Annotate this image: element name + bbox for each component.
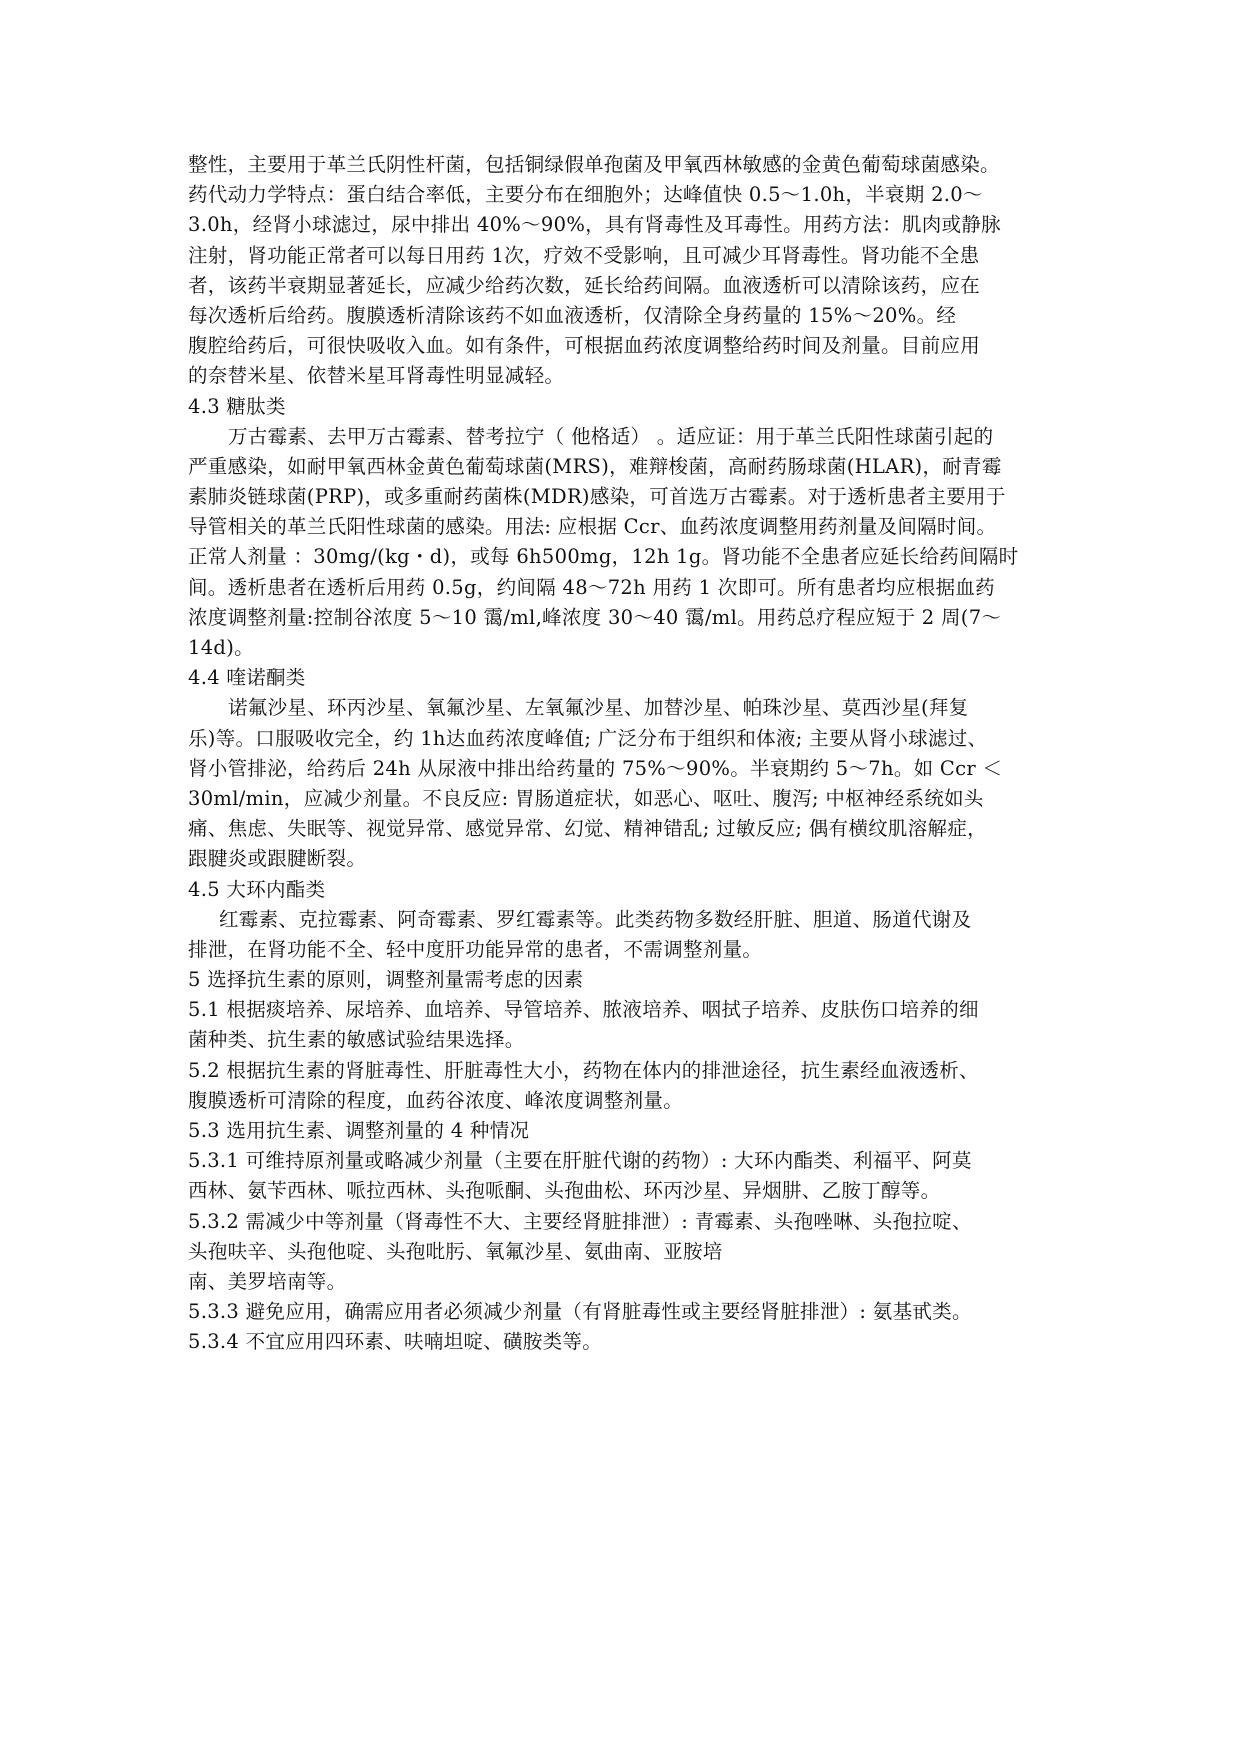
text-line: 5.3.2 需减少中等剂量（肾毒性不大、主要经肾脏排泄）: 青霉素、头孢唑啉、头孢拉啶、 bbox=[188, 1209, 972, 1233]
text-line: 南、美罗培南等。 bbox=[188, 1269, 347, 1293]
text-line: 乐)等。口服吸收完全，约 1h达血药浓度峰值; 广泛分布于组织和体液; 主要从肾小球滤过、 bbox=[188, 726, 988, 750]
text-line: 红霉素、克拉霉素、阿奇霉素、罗红霉素等。此类药物多数经肝脏、胆道、肠道代谢及 bbox=[219, 907, 972, 931]
document-body bbox=[188, 150, 1068, 1358]
text-line: 排泄，在肾功能不全、轻中度肝功能异常的患者，不需调整剂量。 bbox=[188, 937, 763, 961]
text-line: 5.1 根据痰培养、尿培养、血培养、导管培养、脓液培养、咽拭子培养、皮肤伤口培养的细 bbox=[188, 998, 979, 1022]
text-line: 痛、焦虑、失眠等、视觉异常、感觉异常、幻觉、精神错乱; 过敏反应; 偶有横纹肌溶解症， bbox=[188, 817, 987, 841]
section-heading: 5 选择抗生素的原则，调整剂量需考虑的因素 bbox=[188, 968, 584, 992]
text-line: 腹膜透析可清除的程度，血药谷浓度、峰浓度调整剂量。 bbox=[188, 1088, 684, 1112]
text-line: 14d)。 bbox=[188, 636, 254, 659]
text-line: 3.0h，经肾小球滤过，尿中排出 40%～90%，具有肾毒性及耳毒性。用药方法：肌肉或静脉 bbox=[188, 213, 1001, 237]
text-line: 5.3.1 可维持原剂量或略减少剂量（主要在肝脏代谢的药物）: 大环内酯类、利福平、阿莫 bbox=[188, 1149, 972, 1173]
section-heading: 5.3 选用抗生素、调整剂量的 4 种情况 bbox=[188, 1119, 530, 1142]
text-line: 腹腔给药后，可很快吸收入血。如有条件，可根据血药浓度调整给药时间及剂量。目前应用 bbox=[188, 334, 981, 358]
text-line: 整性，主要用于革兰氏阴性杆菌，包括铜绿假单孢菌及甲氧西林敏感的金黄色葡萄球菌感染。 bbox=[188, 153, 1000, 176]
text-line: 药代动力学特点：蛋白结合率低，主要分布在细胞外；达峰值快 0.5～1.0h，半衰期 2.0～ bbox=[188, 183, 983, 207]
text-line: 跟腱炎或跟腱断裂。 bbox=[188, 847, 367, 871]
text-line: 严重感染，如耐甲氧西林金黄色葡萄球菌(MRS)，难辩梭菌，高耐药肠球菌(HLAR)，耐青霉 bbox=[188, 454, 1002, 478]
text-line: 头孢呋辛、头孢他啶、头孢吡肟、氧氟沙星、氨曲南、亚胺培 bbox=[188, 1239, 723, 1263]
text-line: 5.2 根据抗生素的肾脏毒性、肝脏毒性大小，药物在体内的排泄途径，抗生素经血液透析、 bbox=[188, 1058, 979, 1082]
text-line: 5.3.3 避免应用，确需应用者必须减少剂量（有肾脏毒性或主要经肾脏排泄）: 氨基甙类。 bbox=[188, 1300, 972, 1324]
text-line: 注射，肾功能正常者可以每日用药 1次，疗效不受影响，且可减少耳肾毒性。肾功能不全患 bbox=[188, 243, 980, 267]
text-line: 诺氟沙星、环丙沙星、氧氟沙星、左氧氟沙星、加替沙星、帕珠沙星、莫西沙星(拜复 bbox=[228, 696, 969, 720]
text-line: 菌种类、抗生素的敏感试验结果选择。 bbox=[188, 1028, 525, 1052]
text-line: 5.3.4 不宜应用四环素、呋喃坦啶、磺胺类等。 bbox=[188, 1330, 603, 1354]
section-heading: 4.5 大环内酯类 bbox=[188, 877, 326, 901]
text-line: 导管相关的革兰氏阳性球菌的感染。用法: 应根据 Ccr、血药浓度调整用药剂量及间隔时间。 bbox=[188, 515, 997, 539]
text-line: 万古霉素、去甲万古霉素、替考拉宁（ 他格适） 。适应证：用于革兰氏阳性球菌引起的 bbox=[228, 424, 994, 448]
text-line: 素肺炎链球菌(PRP)，或多重耐药菌株(MDR)感染，可首选万古霉素。对于透析患者主要用于 bbox=[188, 485, 1006, 509]
text-line: 间。透析患者在透析后用药 0.5g，约间隔 48～72h 用药 1 次即可。所有患者均应根据血药 bbox=[188, 575, 995, 599]
text-line: 每次透析后给药。腹膜透析清除该药不如血液透析，仅清除全身药量的 15%～20%。经 bbox=[188, 303, 957, 327]
text-line: 30ml/min，应减少剂量。不良反应: 胃肠道症状，如恶心、呕吐、腹泻; 中枢神经系统如头 bbox=[188, 786, 984, 810]
section-heading: 4.4 喹诺酮类 bbox=[188, 666, 306, 690]
text-line: 肾小管排泌，给药后 24h 从尿液中排出给药量的 75%～90%。半衰期约 5～7h。如 Ccr ＜ bbox=[188, 756, 1003, 780]
text-line: 西林、氨苄西林、哌拉西林、头孢哌酮、头孢曲松、环丙沙星、异烟肼、乙胺丁醇等。 bbox=[188, 1179, 941, 1203]
text-line: 者，该药半衰期显著延长，应减少给药次数，延长给药间隔。血液透析可以清除该药，应在 bbox=[188, 273, 981, 297]
text-line: 的奈替米星、依替米星耳肾毒性明显减轻。 bbox=[188, 364, 565, 388]
section-heading: 4.3 糖肽类 bbox=[188, 394, 286, 418]
text-line: 浓度调整剂量:控制谷浓度 5～10 霭/ml,峰浓度 30～40 霭/ml。用药总疗程应短于 2 周(7～ bbox=[188, 605, 1002, 629]
text-line: 正常人剂量 ：30mg/(kg・d)，或每 6h500mg，12h 1g。肾功能不全患者应延长给药间隔时 bbox=[188, 545, 1019, 569]
